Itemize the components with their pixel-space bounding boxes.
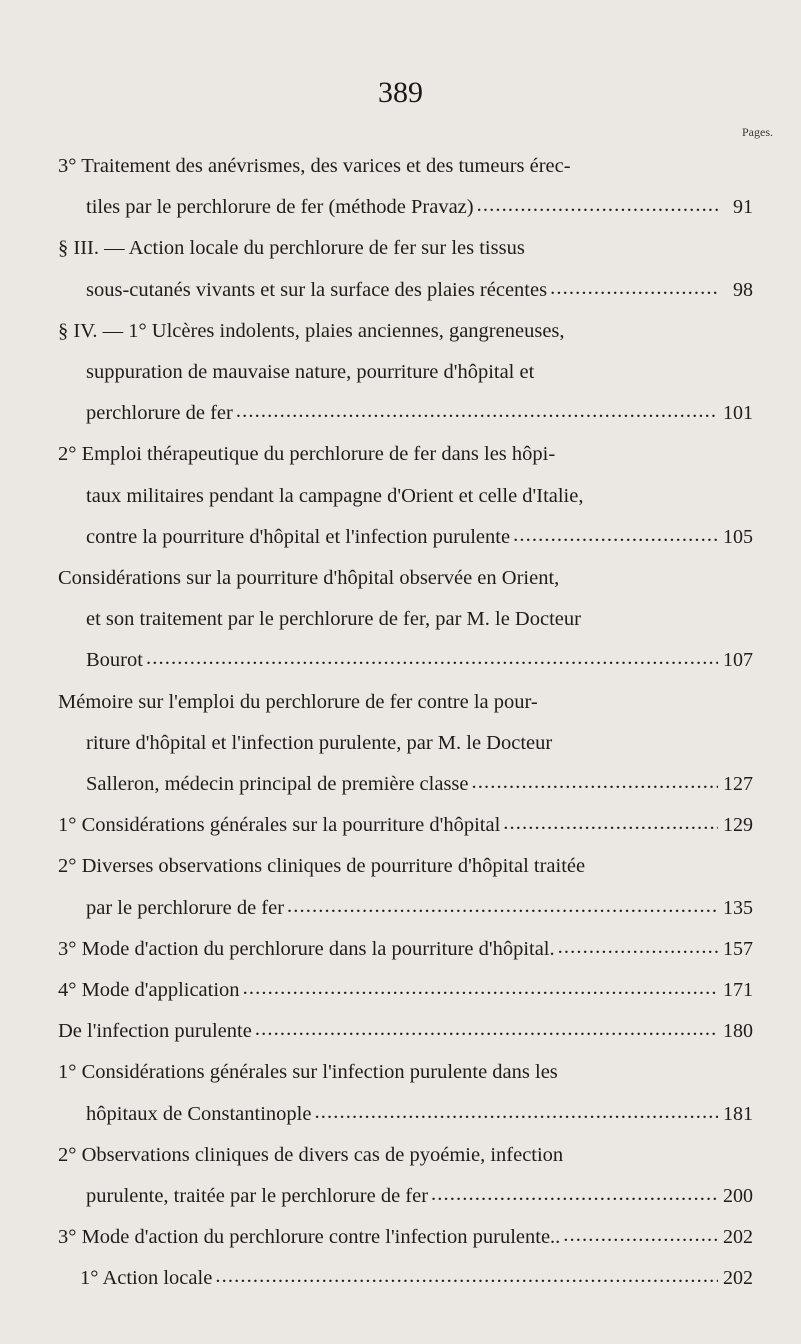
dot-leader (550, 268, 718, 309)
toc-entry-text: De l'infection purulente (58, 1020, 252, 1043)
dot-leader (314, 1092, 718, 1133)
dot-leader (146, 638, 718, 679)
toc-page-number: 181 (723, 1102, 753, 1125)
dot-leader (563, 1215, 718, 1256)
dot-leader (472, 762, 718, 803)
toc-page-number: 202 (723, 1226, 753, 1249)
toc-line (58, 517, 753, 558)
table-of-contents (58, 146, 753, 1300)
toc-line (58, 1258, 753, 1299)
toc-line (58, 640, 753, 681)
toc-line (58, 1094, 753, 1135)
toc-line (58, 682, 753, 723)
dot-leader (431, 1174, 718, 1215)
toc-line (58, 228, 753, 269)
toc-entry (58, 311, 753, 435)
toc-entry (58, 1135, 753, 1217)
dot-leader (255, 1009, 718, 1050)
toc-entry-text: § III. — Action locale du perchlorure de fer sur les tissus (58, 237, 525, 260)
toc-entry (58, 558, 753, 682)
toc-page-number: 171 (723, 979, 753, 1002)
toc-entry-text: 1° Action locale (80, 1267, 213, 1290)
toc-entry (58, 434, 753, 558)
toc-line (58, 599, 753, 640)
toc-entry-text: tiles par le perchlorure de fer (méthode Pravaz) (86, 196, 474, 219)
toc-line (58, 888, 753, 929)
toc-line (58, 270, 753, 311)
toc-entry (58, 682, 753, 806)
toc-line (58, 476, 753, 517)
toc-line (58, 558, 753, 599)
toc-entry-text: Considérations sur la pourriture d'hôpital observée en Orient, (58, 567, 560, 590)
toc-page-number: 129 (723, 814, 753, 837)
toc-line (58, 723, 753, 764)
toc-line (58, 146, 753, 187)
toc-line (58, 970, 753, 1011)
toc-entry-text: 2° Observations cliniques de divers cas de pyoémie, infection (58, 1143, 564, 1166)
toc-page-number: 107 (723, 649, 753, 672)
toc-line (58, 1011, 753, 1052)
dot-leader (243, 968, 718, 1009)
toc-entry-text: 1° Considérations générales sur la pourriture d'hôpital (58, 814, 501, 837)
toc-entry (58, 1011, 753, 1052)
toc-entry-text: perchlorure de fer (86, 402, 233, 425)
toc-page-number: 202 (723, 1267, 753, 1290)
toc-line (58, 187, 753, 228)
toc-line (58, 929, 753, 970)
toc-line (58, 393, 753, 434)
toc-entry-text: purulente, traitée par le perchlorure de fer (86, 1185, 429, 1208)
toc-line (58, 311, 753, 352)
toc-line (58, 1135, 753, 1176)
dot-leader (558, 927, 718, 968)
dot-leader (503, 803, 718, 844)
toc-line (58, 846, 753, 887)
toc-entry-text: et son traitement par le perchlorure de fer, par M. le Docteur (86, 608, 581, 631)
dot-leader (236, 391, 718, 432)
toc-entry (58, 929, 753, 970)
toc-line (58, 1176, 753, 1217)
toc-entry-text: 4° Mode d'application (58, 979, 240, 1002)
toc-entry-text: Mémoire sur l'emploi du perchlorure de fer contre la pour- (58, 690, 538, 713)
toc-entry-text: taux militaires pendant la campagne d'Orient et celle d'Italie, (86, 484, 584, 507)
toc-page-number: 98 (733, 278, 753, 301)
toc-entry-text: par le perchlorure de fer (86, 896, 285, 919)
toc-page-number: 200 (723, 1185, 753, 1208)
toc-page-number: 135 (723, 896, 753, 919)
toc-entry (58, 1052, 753, 1134)
page-number: 389 (378, 76, 423, 109)
toc-entry-text: riture d'hôpital et l'infection purulente, par M. le Docteur (86, 731, 553, 754)
toc-page-number: 91 (733, 196, 753, 219)
toc-entry-text: Salleron, médecin principal de première classe (86, 773, 469, 796)
toc-entry-text: sous-cutanés vivants et sur la surface des plaies récentes (86, 278, 548, 301)
toc-entry-text: suppuration de mauvaise nature, pourriture d'hôpital et (86, 361, 535, 384)
toc-entry-text: 3° Mode d'action du perchlorure contre l'infection purulente.. (58, 1226, 561, 1249)
toc-entry-text: 2° Emploi thérapeutique du perchlorure de fer dans les hôpi- (58, 443, 556, 466)
toc-page-number: 180 (723, 1020, 753, 1043)
toc-line (58, 1217, 753, 1258)
toc-entry-text: 1° Considérations générales sur l'infection purulente dans les (58, 1061, 558, 1084)
toc-entry (58, 846, 753, 928)
dot-leader (287, 886, 718, 927)
toc-line (58, 434, 753, 475)
toc-page-number: 157 (723, 937, 753, 960)
toc-line (58, 1052, 753, 1093)
dot-leader (215, 1256, 718, 1297)
toc-entry (58, 805, 753, 846)
toc-entry-text: 2° Diverses observations cliniques de pourriture d'hôpital traitée (58, 855, 586, 878)
toc-entry (58, 970, 753, 1011)
toc-entry (58, 228, 753, 310)
toc-entry-text: hôpitaux de Constantinople (86, 1102, 312, 1125)
dot-leader (513, 515, 718, 556)
dot-leader (477, 185, 718, 226)
toc-entry-text: 3° Traitement des anévrismes, des varices et des tumeurs érec- (58, 155, 571, 177)
toc-entry (58, 1258, 753, 1299)
toc-entry-text: § IV. — 1° Ulcères indolents, plaies anciennes, gangreneuses, (58, 319, 565, 342)
toc-page-number: 101 (723, 402, 753, 425)
toc-entry (58, 1217, 753, 1258)
toc-entry-text: Bourot (86, 649, 143, 672)
toc-line (58, 352, 753, 393)
toc-page-number: 127 (723, 773, 753, 796)
toc-entry (58, 146, 753, 228)
toc-entry-text: contre la pourriture d'hôpital et l'infection purulente (86, 525, 511, 548)
toc-page-number: 105 (723, 525, 753, 548)
toc-line (58, 805, 753, 846)
pages-column-header: Pages. (742, 125, 773, 139)
toc-entry-text: 3° Mode d'action du perchlorure dans la pourriture d'hôpital. (58, 937, 555, 960)
toc-line (58, 764, 753, 805)
